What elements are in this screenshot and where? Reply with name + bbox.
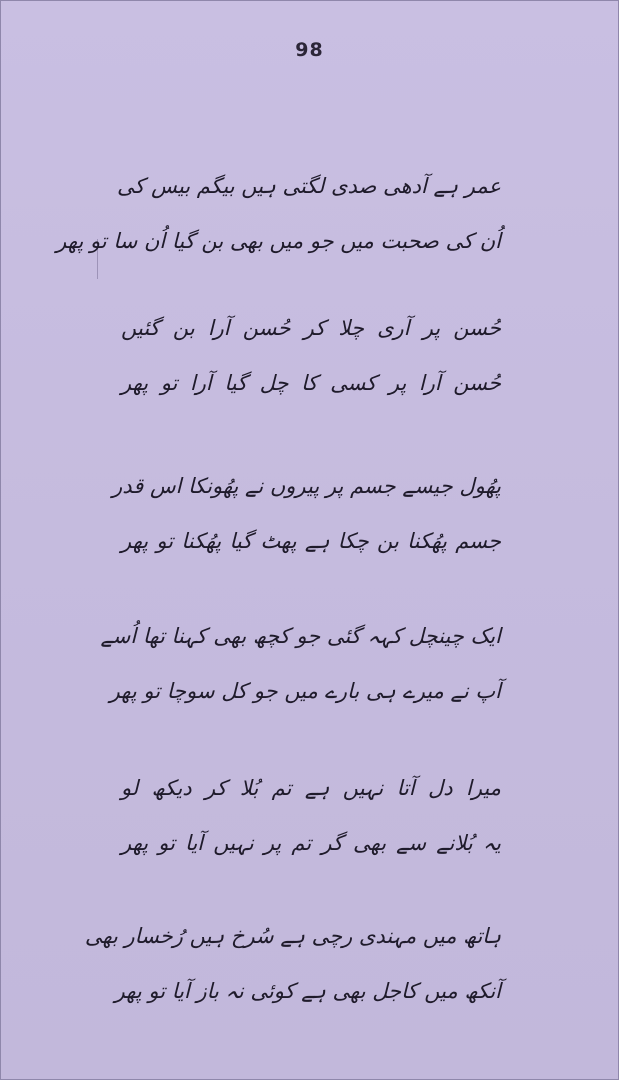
verse-line: یہ بُلانے سے بھی گر تم پر نہیں آیا تو پھر xyxy=(121,831,501,855)
verse-line: ایک چینچل کہہ گئی جو کچھ بھی کہنا تھا اُسے xyxy=(100,624,501,648)
verse-line: عمر ہے آدھی صدی لگتی ہیں بیگم بیس کی xyxy=(117,174,501,198)
stanza-4 xyxy=(100,609,501,719)
verse-line: حُسن پر آری چلا کر حُسن آرا بن گئیں xyxy=(121,316,501,340)
stanza-6 xyxy=(84,909,501,1019)
verse-line: ہاتھ میں مہندی رچی ہے سُرخ ہیں رُخسار بھی xyxy=(84,924,501,948)
verse-line: میرا دل آتا نہیں ہے تم بُلا کر دیکھ لو xyxy=(121,776,501,800)
stanza-5 xyxy=(121,761,501,871)
verse-line: جسم پھُکنا بن چکا ہے پھٹ گیا پھُکنا تو پھر xyxy=(121,529,501,553)
verse-line: حُسن آرا پر کسی کا چل گیا آرا تو پھر xyxy=(121,371,501,395)
verse-line: پھُول جیسے جسم پر پیروں نے پھُونکا اس قدر xyxy=(112,474,501,498)
verse-line: آپ نے میرے ہی بارے میں جو کل سوچا تو پھر xyxy=(109,679,501,703)
verse-line: آنکھ میں کاجل بھی ہے کوئی نہ باز آیا تو پھر xyxy=(114,979,501,1003)
page-number: 98 xyxy=(295,39,324,61)
stanza-3 xyxy=(112,459,501,569)
stanza-2 xyxy=(121,301,501,411)
stanza-1 xyxy=(56,159,501,269)
verse-line: اُن کی صحبت میں جو میں بھی بن گیا اُن سا تو پھر xyxy=(56,229,501,253)
